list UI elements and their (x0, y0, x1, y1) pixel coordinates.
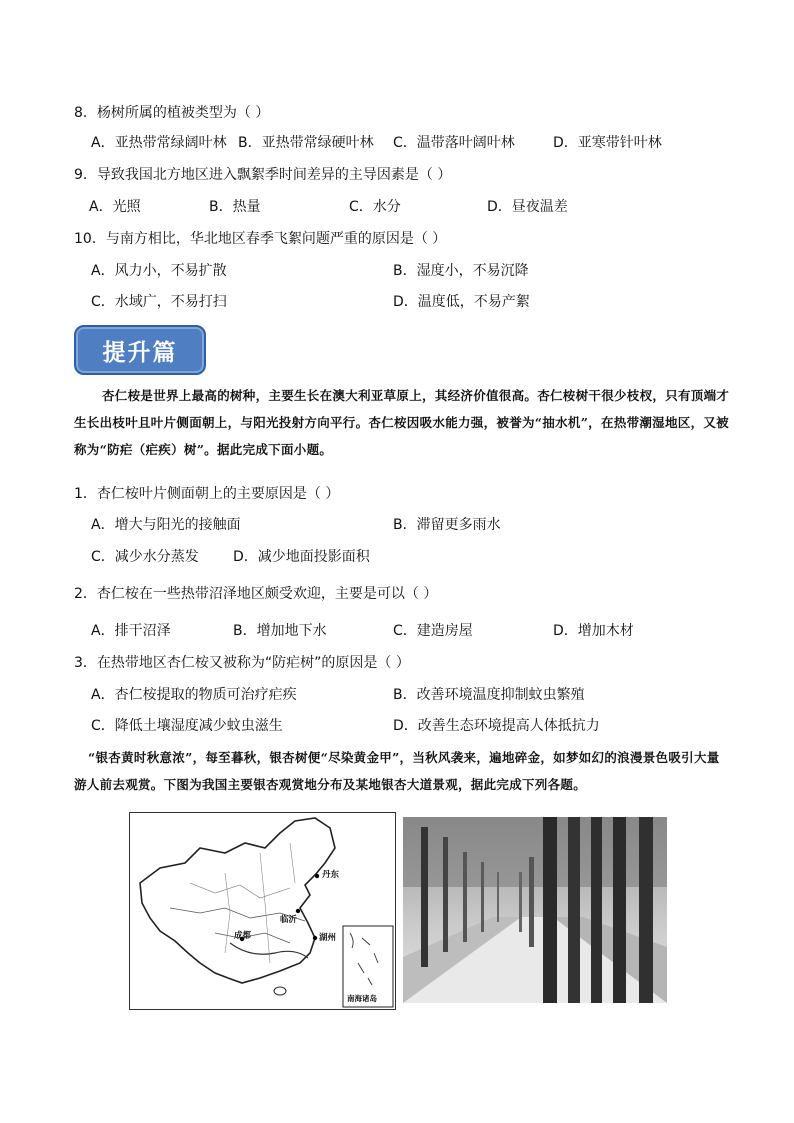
question-3-option-a: A．杏仁桉提取的物质可治疗疟疾 (91, 687, 297, 703)
question-9-option-d: D．昼夜温差 (487, 199, 568, 215)
question-1-stem: 1．杏仁桉叶片侧面朝上的主要原因是（ ） (74, 486, 340, 502)
question-10-option-d: D．温度低，不易产絮 (393, 294, 530, 310)
china-map-figure (129, 812, 396, 1010)
map-label-chengdu: 成都 (234, 931, 252, 941)
question-8-option-b: B．亚热带常绿硬叶林 (238, 135, 374, 151)
question-9-stem: 9．导致我国北方地区进入飘絮季时间差异的主导因素是（ ） (74, 167, 452, 183)
map-label-dandong: 丹东 (322, 870, 340, 880)
question-3-option-c: C．降低土壤湿度减少蚊虫滋生 (91, 718, 283, 734)
ginkgo-avenue-image (403, 817, 667, 1003)
passage-ginkgo: “银杏黄时秋意浓”，每至暮秋，银杏树便“尽染黄金甲”，当秋风袭来，遍地碎金，如梦如幻的浪漫景色吸引大量游人前去观赏。下图为我国主要银杏观赏地分布及某地银杏大道景观，据此完成下列各题。 (74, 750, 720, 792)
question-2-option-c: C．建造房屋 (393, 623, 473, 639)
question-1-option-d: D．减少地面投影面积 (233, 549, 370, 565)
china-map-outline (130, 813, 395, 1009)
ginkgo-avenue-photo (403, 817, 667, 1003)
question-3-option-b: B．改善环境温度抑制蚊虫繁殖 (393, 687, 585, 703)
question-9-option-a: A．光照 (89, 199, 141, 215)
question-2-option-d: D．增加木材 (553, 623, 634, 639)
question-2-option-a: A．排干沼泽 (91, 623, 171, 639)
question-10-option-c: C．水域广，不易打扫 (91, 294, 227, 310)
question-8-option-c: C．温带落叶阔叶林 (393, 135, 515, 151)
section-banner: 提升篇 (74, 325, 206, 375)
question-10-option-a: A．风力小，不易扩散 (91, 263, 227, 279)
question-9-option-b: B．热量 (209, 199, 261, 215)
question-1-option-b: B．滞留更多雨水 (393, 517, 501, 533)
question-2-option-b: B．增加地下水 (233, 623, 327, 639)
question-3-stem: 3．在热带地区杏仁桉又被称为“防疟树”的原因是（ ） (74, 655, 410, 671)
question-8-stem: 8．杨树所属的植被类型为（ ） (74, 105, 270, 121)
question-10-option-b: B．湿度小，不易沉降 (393, 263, 529, 279)
question-1-option-c: C．减少水分蒸发 (91, 549, 199, 565)
question-3-option-d: D．改善生态环境提高人体抵抗力 (393, 718, 600, 734)
question-10-stem: 10．与南方相比，华北地区春季飞絮问题严重的原因是（ ） (74, 231, 447, 247)
question-1-option-a: A．增大与阳光的接触面 (91, 517, 241, 533)
question-9-option-c: C．水分 (349, 199, 401, 215)
question-8-option-a: A．亚热带常绿阔叶林 (91, 135, 227, 151)
passage-eucalyptus: 杏仁桉是世界上最高的树种，主要生长在澳大利亚草原上，其经济价值很高。杏仁桉树干很少枝杈，只有顶端才生长出枝叶且叶片侧面朝上，与阳光投射方向平行。杏仁桉因吸水能力强，被誉为“抽水机”，在热带潮湿地区，又被称为“防疟（疟疾）树”。据此完成下面小题。 (74, 388, 730, 457)
question-2-stem: 2．杏仁桉在一些热带沼泽地区颇受欢迎，主要是可以（ ） (74, 586, 438, 602)
map-label-linyi: 临沂 (280, 915, 298, 925)
map-inset-label: 南海诸岛 (347, 994, 377, 1003)
question-8-option-d: D．亚寒带针叶林 (553, 135, 662, 151)
map-label-huzhou: 湖州 (319, 933, 337, 943)
